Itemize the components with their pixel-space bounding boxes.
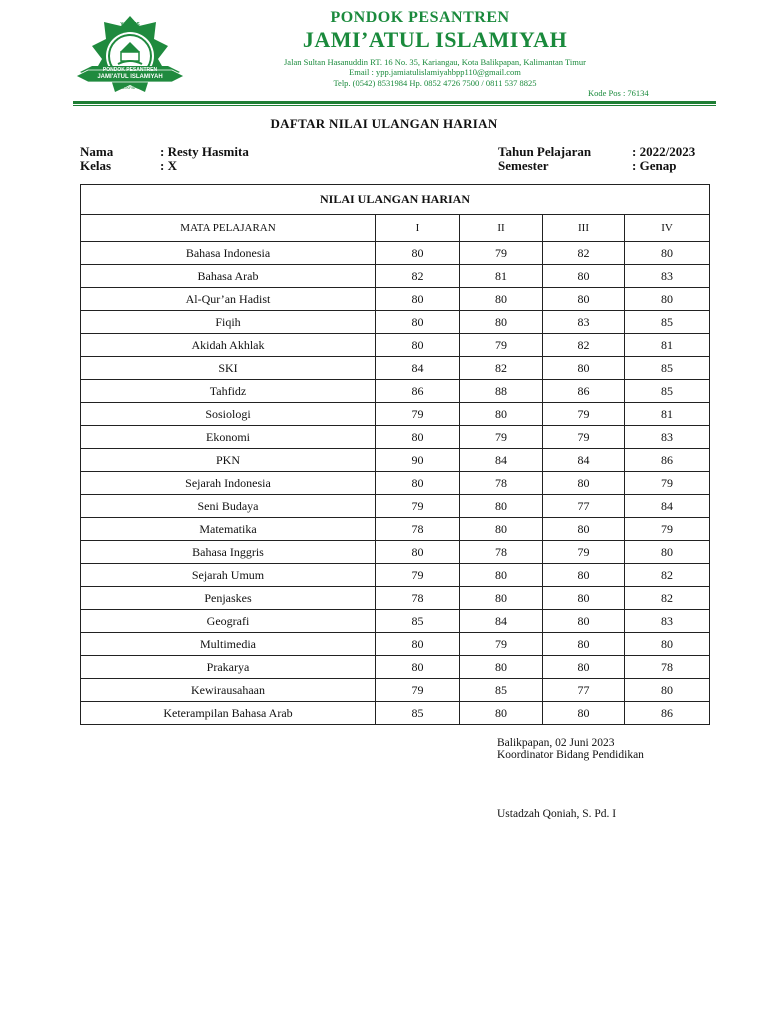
table-row <box>81 518 710 541</box>
score-cell: 82 <box>376 265 460 288</box>
grades-table <box>80 184 710 725</box>
score-cell: 86 <box>543 380 625 403</box>
score-cell: 80 <box>460 702 543 725</box>
score-cell: 84 <box>625 495 710 518</box>
score-cell: 79 <box>543 426 625 449</box>
score-cell: 80 <box>460 656 543 679</box>
institution-name: JAMI’ATUL ISLAMIYAH <box>302 27 568 52</box>
score-cell: 80 <box>543 564 625 587</box>
table-row <box>81 564 710 587</box>
score-cell: 83 <box>625 426 710 449</box>
class-label: Kelas <box>80 158 112 173</box>
score-cell: 82 <box>625 587 710 610</box>
score-cell: 83 <box>625 265 710 288</box>
score-cell: 84 <box>460 449 543 472</box>
score-cell: 80 <box>543 265 625 288</box>
score-cell: 79 <box>460 633 543 656</box>
column-header-1: I <box>376 215 460 242</box>
score-cell: 79 <box>376 679 460 702</box>
class-value: : X <box>160 158 177 173</box>
score-cell: 80 <box>460 495 543 518</box>
score-cell: 80 <box>543 633 625 656</box>
semester-label: Semester <box>498 158 549 173</box>
signature-name: Ustadzah Qoniah, S. Pd. I <box>497 808 617 820</box>
score-cell: 78 <box>460 472 543 495</box>
signature-place-date: Balikpapan, 02 Juni 2023 <box>497 737 615 749</box>
score-cell: 81 <box>460 265 543 288</box>
score-cell: 86 <box>376 380 460 403</box>
score-cell: 80 <box>460 288 543 311</box>
table-row <box>81 633 710 656</box>
subject-cell: Bahasa Inggris <box>81 541 376 564</box>
score-cell: 84 <box>543 449 625 472</box>
score-cell: 85 <box>625 311 710 334</box>
subject-cell: Penjaskes <box>81 587 376 610</box>
table-row <box>81 472 710 495</box>
document-title: DAFTAR NILAI ULANGAN HARIAN <box>270 116 498 131</box>
score-cell: 80 <box>625 541 710 564</box>
score-cell: 79 <box>543 403 625 426</box>
score-cell: 80 <box>376 472 460 495</box>
signature-position: Koordinator Bidang Pendidikan <box>497 749 644 761</box>
subject-cell: Fiqih <box>81 311 376 334</box>
score-cell: 80 <box>543 357 625 380</box>
column-header-4: IV <box>625 215 710 242</box>
score-cell: 80 <box>376 426 460 449</box>
score-cell: 82 <box>543 334 625 357</box>
score-cell: 80 <box>460 587 543 610</box>
score-cell: 79 <box>376 495 460 518</box>
postal-code: Kode Pos : 76134 <box>588 88 649 98</box>
score-cell: 77 <box>543 495 625 518</box>
institution-phone: Telp. (0542) 8531984 Hp. 0852 4726 7500 / 0811 537 8825 <box>333 78 537 88</box>
institution-address: Jalan Sultan Hasanuddin RT. 16 No. 35, Kariangau, Kota Balikpapan, Kalimantan Timur <box>284 57 586 67</box>
letterhead-rule-thin <box>73 105 716 106</box>
score-cell: 78 <box>460 541 543 564</box>
subject-cell: Sejarah Indonesia <box>81 472 376 495</box>
logo-text-ribbon-2: JAMI'ATUL ISLAMIYAH <box>97 74 163 80</box>
table-header-row <box>81 215 710 242</box>
score-cell: 81 <box>625 334 710 357</box>
table-row <box>81 587 710 610</box>
score-cell: 85 <box>625 357 710 380</box>
subject-cell: Prakarya <box>81 656 376 679</box>
table-row <box>81 449 710 472</box>
table-row <box>81 357 710 380</box>
score-cell: 86 <box>625 702 710 725</box>
subject-cell: Geografi <box>81 610 376 633</box>
subject-cell: Seni Budaya <box>81 495 376 518</box>
score-cell: 84 <box>376 357 460 380</box>
score-cell: 85 <box>376 702 460 725</box>
score-cell: 80 <box>376 311 460 334</box>
score-cell: 80 <box>543 702 625 725</box>
score-cell: 80 <box>376 633 460 656</box>
subject-cell: Multimedia <box>81 633 376 656</box>
year-value: : 2022/2023 <box>632 144 696 159</box>
subject-column-header: MATA PELAJARAN <box>81 215 376 242</box>
institution-type: PONDOK PESANTREN <box>330 9 510 26</box>
subject-cell: Tahfidz <box>81 380 376 403</box>
table-row <box>81 679 710 702</box>
subject-cell: Al-Qur’an Hadist <box>81 288 376 311</box>
subject-cell: Bahasa Arab <box>81 265 376 288</box>
score-cell: 79 <box>625 518 710 541</box>
score-cell: 80 <box>460 403 543 426</box>
table-row <box>81 656 710 679</box>
logo-text-ribbon-1: PONDOK PESANTREN <box>102 67 158 73</box>
score-cell: 85 <box>376 610 460 633</box>
institution-email: Email : ypp.jamiatulislamiyahbpp110@gmail.com <box>349 67 521 77</box>
name-label: Nama <box>80 144 114 159</box>
score-cell: 85 <box>460 679 543 702</box>
subject-cell: Sejarah Umum <box>81 564 376 587</box>
score-cell: 80 <box>543 587 625 610</box>
subject-cell: Matematika <box>81 518 376 541</box>
score-cell: 79 <box>376 403 460 426</box>
table-row <box>81 610 710 633</box>
score-cell: 85 <box>625 380 710 403</box>
score-cell: 80 <box>625 242 710 265</box>
subject-cell: Sosiologi <box>81 403 376 426</box>
school-logo <box>74 14 186 98</box>
table-row <box>81 426 710 449</box>
column-header-2: II <box>460 215 543 242</box>
score-cell: 86 <box>625 449 710 472</box>
score-cell: 80 <box>543 288 625 311</box>
table-row <box>81 334 710 357</box>
score-cell: 80 <box>376 541 460 564</box>
table-row <box>81 265 710 288</box>
score-cell: 80 <box>625 288 710 311</box>
table-row <box>81 311 710 334</box>
table-row <box>81 541 710 564</box>
letterhead-rule <box>73 101 716 104</box>
table-title: NILAI ULANGAN HARIAN <box>81 185 710 215</box>
table-row <box>81 288 710 311</box>
table-row <box>81 242 710 265</box>
score-cell: 83 <box>625 610 710 633</box>
score-cell: 80 <box>543 656 625 679</box>
table-row <box>81 702 710 725</box>
score-cell: 82 <box>625 564 710 587</box>
subject-cell: Keterampilan Bahasa Arab <box>81 702 376 725</box>
logo-text-top: YAJIMIS <box>120 22 140 28</box>
score-cell: 79 <box>376 564 460 587</box>
logo-text-bottom: BALIKPAPAN <box>117 85 143 90</box>
table-row <box>81 495 710 518</box>
score-cell: 90 <box>376 449 460 472</box>
score-cell: 78 <box>376 518 460 541</box>
subject-cell: Kewirausahaan <box>81 679 376 702</box>
score-cell: 78 <box>376 587 460 610</box>
score-cell: 82 <box>460 357 543 380</box>
score-cell: 80 <box>460 518 543 541</box>
score-cell: 80 <box>625 679 710 702</box>
score-cell: 80 <box>543 472 625 495</box>
score-cell: 79 <box>460 242 543 265</box>
table-row <box>81 380 710 403</box>
score-cell: 82 <box>543 242 625 265</box>
score-cell: 79 <box>543 541 625 564</box>
score-cell: 84 <box>460 610 543 633</box>
score-cell: 78 <box>625 656 710 679</box>
score-cell: 80 <box>625 633 710 656</box>
score-cell: 79 <box>460 334 543 357</box>
score-cell: 80 <box>376 334 460 357</box>
score-cell: 88 <box>460 380 543 403</box>
score-cell: 80 <box>543 610 625 633</box>
name-value: : Resty Hasmita <box>160 144 249 159</box>
subject-cell: Akidah Akhlak <box>81 334 376 357</box>
score-cell: 83 <box>543 311 625 334</box>
semester-value: : Genap <box>632 158 677 173</box>
score-cell: 77 <box>543 679 625 702</box>
score-cell: 80 <box>376 288 460 311</box>
column-header-3: III <box>543 215 625 242</box>
subject-cell: Ekonomi <box>81 426 376 449</box>
table-row <box>81 403 710 426</box>
year-label: Tahun Pelajaran <box>498 144 592 159</box>
score-cell: 81 <box>625 403 710 426</box>
score-cell: 79 <box>625 472 710 495</box>
score-cell: 80 <box>543 518 625 541</box>
subject-cell: Bahasa Indonesia <box>81 242 376 265</box>
score-cell: 80 <box>460 564 543 587</box>
subject-cell: SKI <box>81 357 376 380</box>
score-cell: 80 <box>460 311 543 334</box>
score-cell: 80 <box>376 242 460 265</box>
score-cell: 79 <box>460 426 543 449</box>
subject-cell: PKN <box>81 449 376 472</box>
score-cell: 80 <box>376 656 460 679</box>
